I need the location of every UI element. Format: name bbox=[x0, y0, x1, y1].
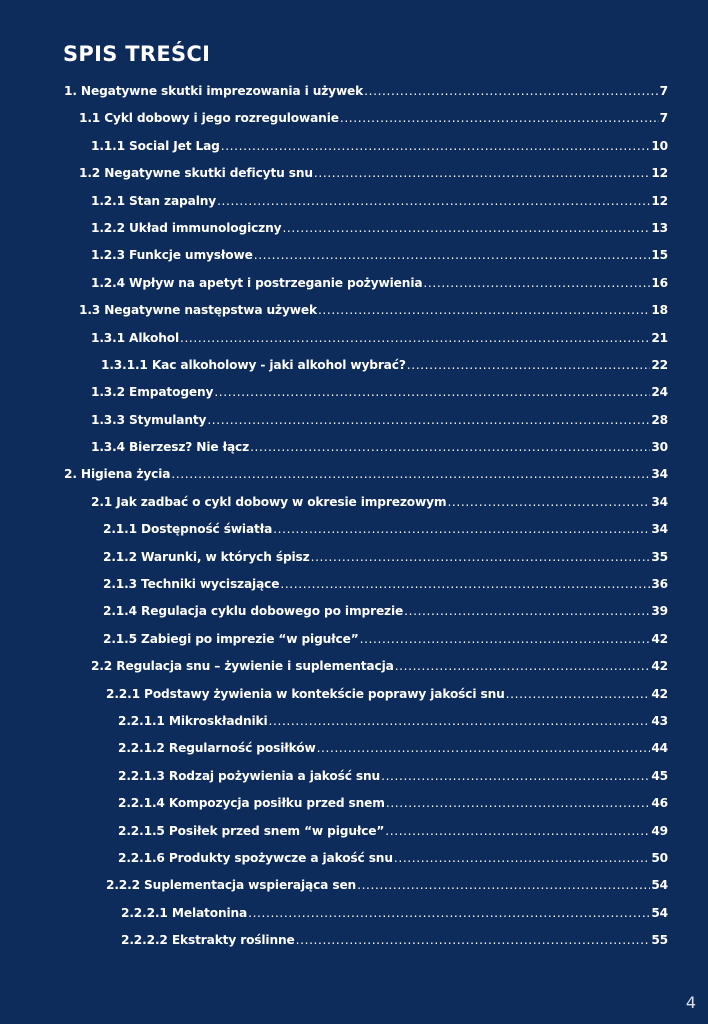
toc-entry-page: 35 bbox=[651, 549, 668, 564]
toc-dot-leader bbox=[357, 872, 650, 899]
toc-entry-title: 2.1 Jak zadbać o cykl dobowy w okresie imprezowym bbox=[91, 494, 447, 509]
toc-entry-title: 1.3.1 Alkohol bbox=[91, 330, 179, 345]
toc-entry-title: 1.2.1 Stan zapalny bbox=[91, 193, 217, 208]
toc-entry-page: 42 bbox=[651, 631, 668, 646]
page-number: 4 bbox=[685, 993, 696, 1012]
toc-dot-leader bbox=[296, 927, 651, 954]
toc-entry-page: 7 bbox=[659, 84, 668, 98]
toc-entry[interactable] bbox=[0, 872, 708, 899]
toc-entry-page: 49 bbox=[651, 823, 668, 838]
toc-entry-page: 15 bbox=[651, 248, 668, 263]
toc-entry-title: 1.2 Negatywne skutki deficytu snu bbox=[79, 166, 313, 181]
toc-entry[interactable] bbox=[0, 78, 708, 105]
toc-dot-leader bbox=[207, 407, 650, 434]
toc-dot-leader bbox=[340, 105, 659, 132]
toc-entry-page: 45 bbox=[651, 768, 668, 783]
toc-entry-title: 2.2 Regulacja snu – żywienie i suplementacja bbox=[91, 659, 394, 674]
toc-entry-title: 1.3.3 Stymulanty bbox=[91, 412, 207, 427]
toc-entry-title: 2.2.1.3 Rodzaj pożywienia a jakość snu bbox=[118, 768, 381, 783]
toc-entry-title: 1.1 Cykl dobowy i jego rozregulowanie bbox=[79, 111, 339, 126]
toc-dot-leader bbox=[506, 681, 651, 708]
toc-entry[interactable] bbox=[0, 160, 708, 187]
toc-entry[interactable] bbox=[0, 927, 708, 954]
toc-entry[interactable] bbox=[0, 461, 708, 488]
toc-dot-leader bbox=[360, 626, 651, 653]
toc-entry-title: 2.2.2.2 Ekstrakty roślinne bbox=[121, 933, 295, 948]
toc-entry-page: 42 bbox=[651, 686, 668, 701]
toc-entry-page: 34 bbox=[651, 522, 668, 537]
toc-entry-title: 1.3.1.1 Kac alkoholowy - jaki alkohol wybrać? bbox=[101, 357, 406, 372]
toc-entry-title: 1.2.2 Układ immunologiczny bbox=[91, 220, 282, 235]
toc-entry[interactable] bbox=[0, 379, 708, 406]
toc-entry-title: 2.2.1.4 Kompozycja posiłku przed snem bbox=[118, 796, 385, 811]
toc-entry[interactable] bbox=[0, 434, 708, 461]
toc-dot-leader bbox=[248, 900, 650, 927]
toc-entry[interactable] bbox=[0, 626, 708, 653]
toc-entry[interactable] bbox=[0, 735, 708, 762]
toc-entry-page: 55 bbox=[651, 933, 668, 948]
toc-entry[interactable] bbox=[0, 598, 708, 625]
toc-dot-leader bbox=[386, 790, 650, 817]
toc-entry-page: 46 bbox=[651, 796, 668, 811]
toc-entry-title: 1.2.3 Funkcje umysłowe bbox=[91, 248, 253, 263]
toc-entry[interactable] bbox=[0, 571, 708, 598]
toc-dot-leader bbox=[395, 653, 651, 680]
toc-entry[interactable] bbox=[0, 708, 708, 735]
toc-dot-leader bbox=[280, 571, 650, 598]
toc-entry[interactable] bbox=[0, 215, 708, 242]
toc-entry-page: 13 bbox=[651, 220, 668, 235]
toc-entry-page: 34 bbox=[651, 467, 668, 482]
toc-entry[interactable] bbox=[0, 105, 708, 132]
toc-dot-leader bbox=[254, 242, 651, 269]
toc-entry-page: 44 bbox=[651, 741, 668, 756]
toc-dot-leader bbox=[214, 379, 650, 406]
toc-entry-title: 1.3.4 Bierzesz? Nie łącz bbox=[91, 440, 250, 455]
toc-dot-leader bbox=[404, 598, 650, 625]
toc-entry-title: 1. Negatywne skutki imprezowania i używek bbox=[64, 84, 364, 98]
toc-entry-page: 16 bbox=[651, 275, 668, 290]
table-of-contents bbox=[0, 78, 708, 955]
toc-entry[interactable] bbox=[0, 544, 708, 571]
toc-dot-leader bbox=[447, 489, 650, 516]
toc-entry-title: 2.2.2 Suplementacja wspierająca sen bbox=[106, 878, 357, 893]
toc-entry-page: 43 bbox=[651, 713, 668, 728]
toc-dot-leader bbox=[318, 297, 650, 324]
toc-entry[interactable] bbox=[0, 489, 708, 516]
toc-entry[interactable] bbox=[0, 133, 708, 160]
toc-entry[interactable] bbox=[0, 242, 708, 269]
toc-entry-title: 1.1.1 Social Jet Lag bbox=[91, 138, 220, 153]
toc-entry-page: 18 bbox=[651, 303, 668, 318]
toc-entry-page: 50 bbox=[651, 850, 668, 865]
toc-dot-leader bbox=[407, 352, 651, 379]
toc-entry-title: 2.2.1 Podstawy żywienia w kontekście poprawy jakości snu bbox=[106, 686, 505, 701]
toc-entry-title: 2.1.4 Regulacja cyklu dobowego po imprezie bbox=[103, 604, 404, 619]
toc-entry-title: 2.1.1 Dostępność światła bbox=[103, 522, 273, 537]
toc-dot-leader bbox=[273, 516, 650, 543]
toc-entry-page: 36 bbox=[651, 577, 668, 592]
toc-entry[interactable] bbox=[0, 681, 708, 708]
toc-dot-leader bbox=[364, 78, 659, 105]
toc-entry-title: 2.2.1.6 Produkty spożywcze a jakość snu bbox=[118, 850, 393, 865]
toc-entry-page: 7 bbox=[659, 111, 668, 126]
toc-entry-page: 24 bbox=[651, 385, 668, 400]
toc-entry-title: 2.1.2 Warunki, w których śpisz bbox=[103, 549, 310, 564]
toc-dot-leader bbox=[385, 818, 650, 845]
toc-entry-page: 54 bbox=[651, 878, 668, 893]
toc-entry[interactable] bbox=[0, 845, 708, 872]
toc-entry-page: 39 bbox=[651, 604, 668, 619]
toc-dot-leader bbox=[221, 133, 651, 160]
toc-entry-page: 34 bbox=[651, 494, 668, 509]
toc-entry-title: 1.3 Negatywne następstwa używek bbox=[79, 303, 317, 318]
page-title: SPIS TREŚCI bbox=[63, 42, 211, 66]
toc-dot-leader bbox=[381, 763, 650, 790]
toc-entry[interactable] bbox=[0, 900, 708, 927]
toc-dot-leader bbox=[282, 215, 650, 242]
toc-dot-leader bbox=[311, 544, 651, 571]
toc-entry-title: 2.2.1.5 Posiłek przed snem “w pigułce” bbox=[118, 823, 385, 838]
toc-entry-title: 2.2.1.2 Regularność posiłków bbox=[118, 741, 316, 756]
toc-entry-page: 30 bbox=[651, 440, 668, 455]
toc-entry-title: 2.2.1.1 Mikroskładniki bbox=[118, 713, 268, 728]
toc-dot-leader bbox=[317, 735, 651, 762]
toc-entry[interactable] bbox=[0, 188, 708, 215]
toc-entry[interactable] bbox=[0, 270, 708, 297]
toc-entry-title: 1.3.2 Empatogeny bbox=[91, 385, 214, 400]
toc-entry[interactable] bbox=[0, 818, 708, 845]
toc-entry-page: 54 bbox=[651, 905, 668, 920]
toc-dot-leader bbox=[250, 434, 650, 461]
toc-entry-page: 28 bbox=[651, 412, 668, 427]
toc-entry-page: 12 bbox=[651, 193, 668, 208]
toc-entry-page: 10 bbox=[651, 138, 668, 153]
toc-entry[interactable] bbox=[0, 516, 708, 543]
toc-entry[interactable] bbox=[0, 653, 708, 680]
toc-entry[interactable] bbox=[0, 325, 708, 352]
toc-entry[interactable] bbox=[0, 763, 708, 790]
toc-dot-leader bbox=[314, 160, 650, 187]
toc-entry-title: 1.2.4 Wpływ na apetyt i postrzeganie pożywienia bbox=[91, 275, 423, 290]
toc-entry-page: 42 bbox=[651, 659, 668, 674]
toc-entry-page: 22 bbox=[651, 357, 668, 372]
toc-entry[interactable] bbox=[0, 352, 708, 379]
toc-dot-leader bbox=[269, 708, 651, 735]
toc-entry-title: 2.2.2.1 Melatonina bbox=[121, 905, 248, 920]
toc-dot-leader bbox=[394, 845, 650, 872]
toc-entry[interactable] bbox=[0, 297, 708, 324]
toc-dot-leader bbox=[171, 461, 650, 488]
toc-entry[interactable] bbox=[0, 407, 708, 434]
toc-entry-page: 12 bbox=[651, 166, 668, 181]
toc-entry-title: 2. Higiena życia bbox=[64, 467, 171, 482]
toc-entry-title: 2.1.5 Zabiegi po imprezie “w pigułce” bbox=[103, 631, 359, 646]
toc-dot-leader bbox=[180, 325, 650, 352]
toc-entry[interactable] bbox=[0, 790, 708, 817]
toc-entry-page: 21 bbox=[651, 330, 668, 345]
toc-entry-title: 2.1.3 Techniki wyciszające bbox=[103, 577, 280, 592]
toc-dot-leader bbox=[217, 188, 650, 215]
toc-dot-leader bbox=[423, 270, 650, 297]
